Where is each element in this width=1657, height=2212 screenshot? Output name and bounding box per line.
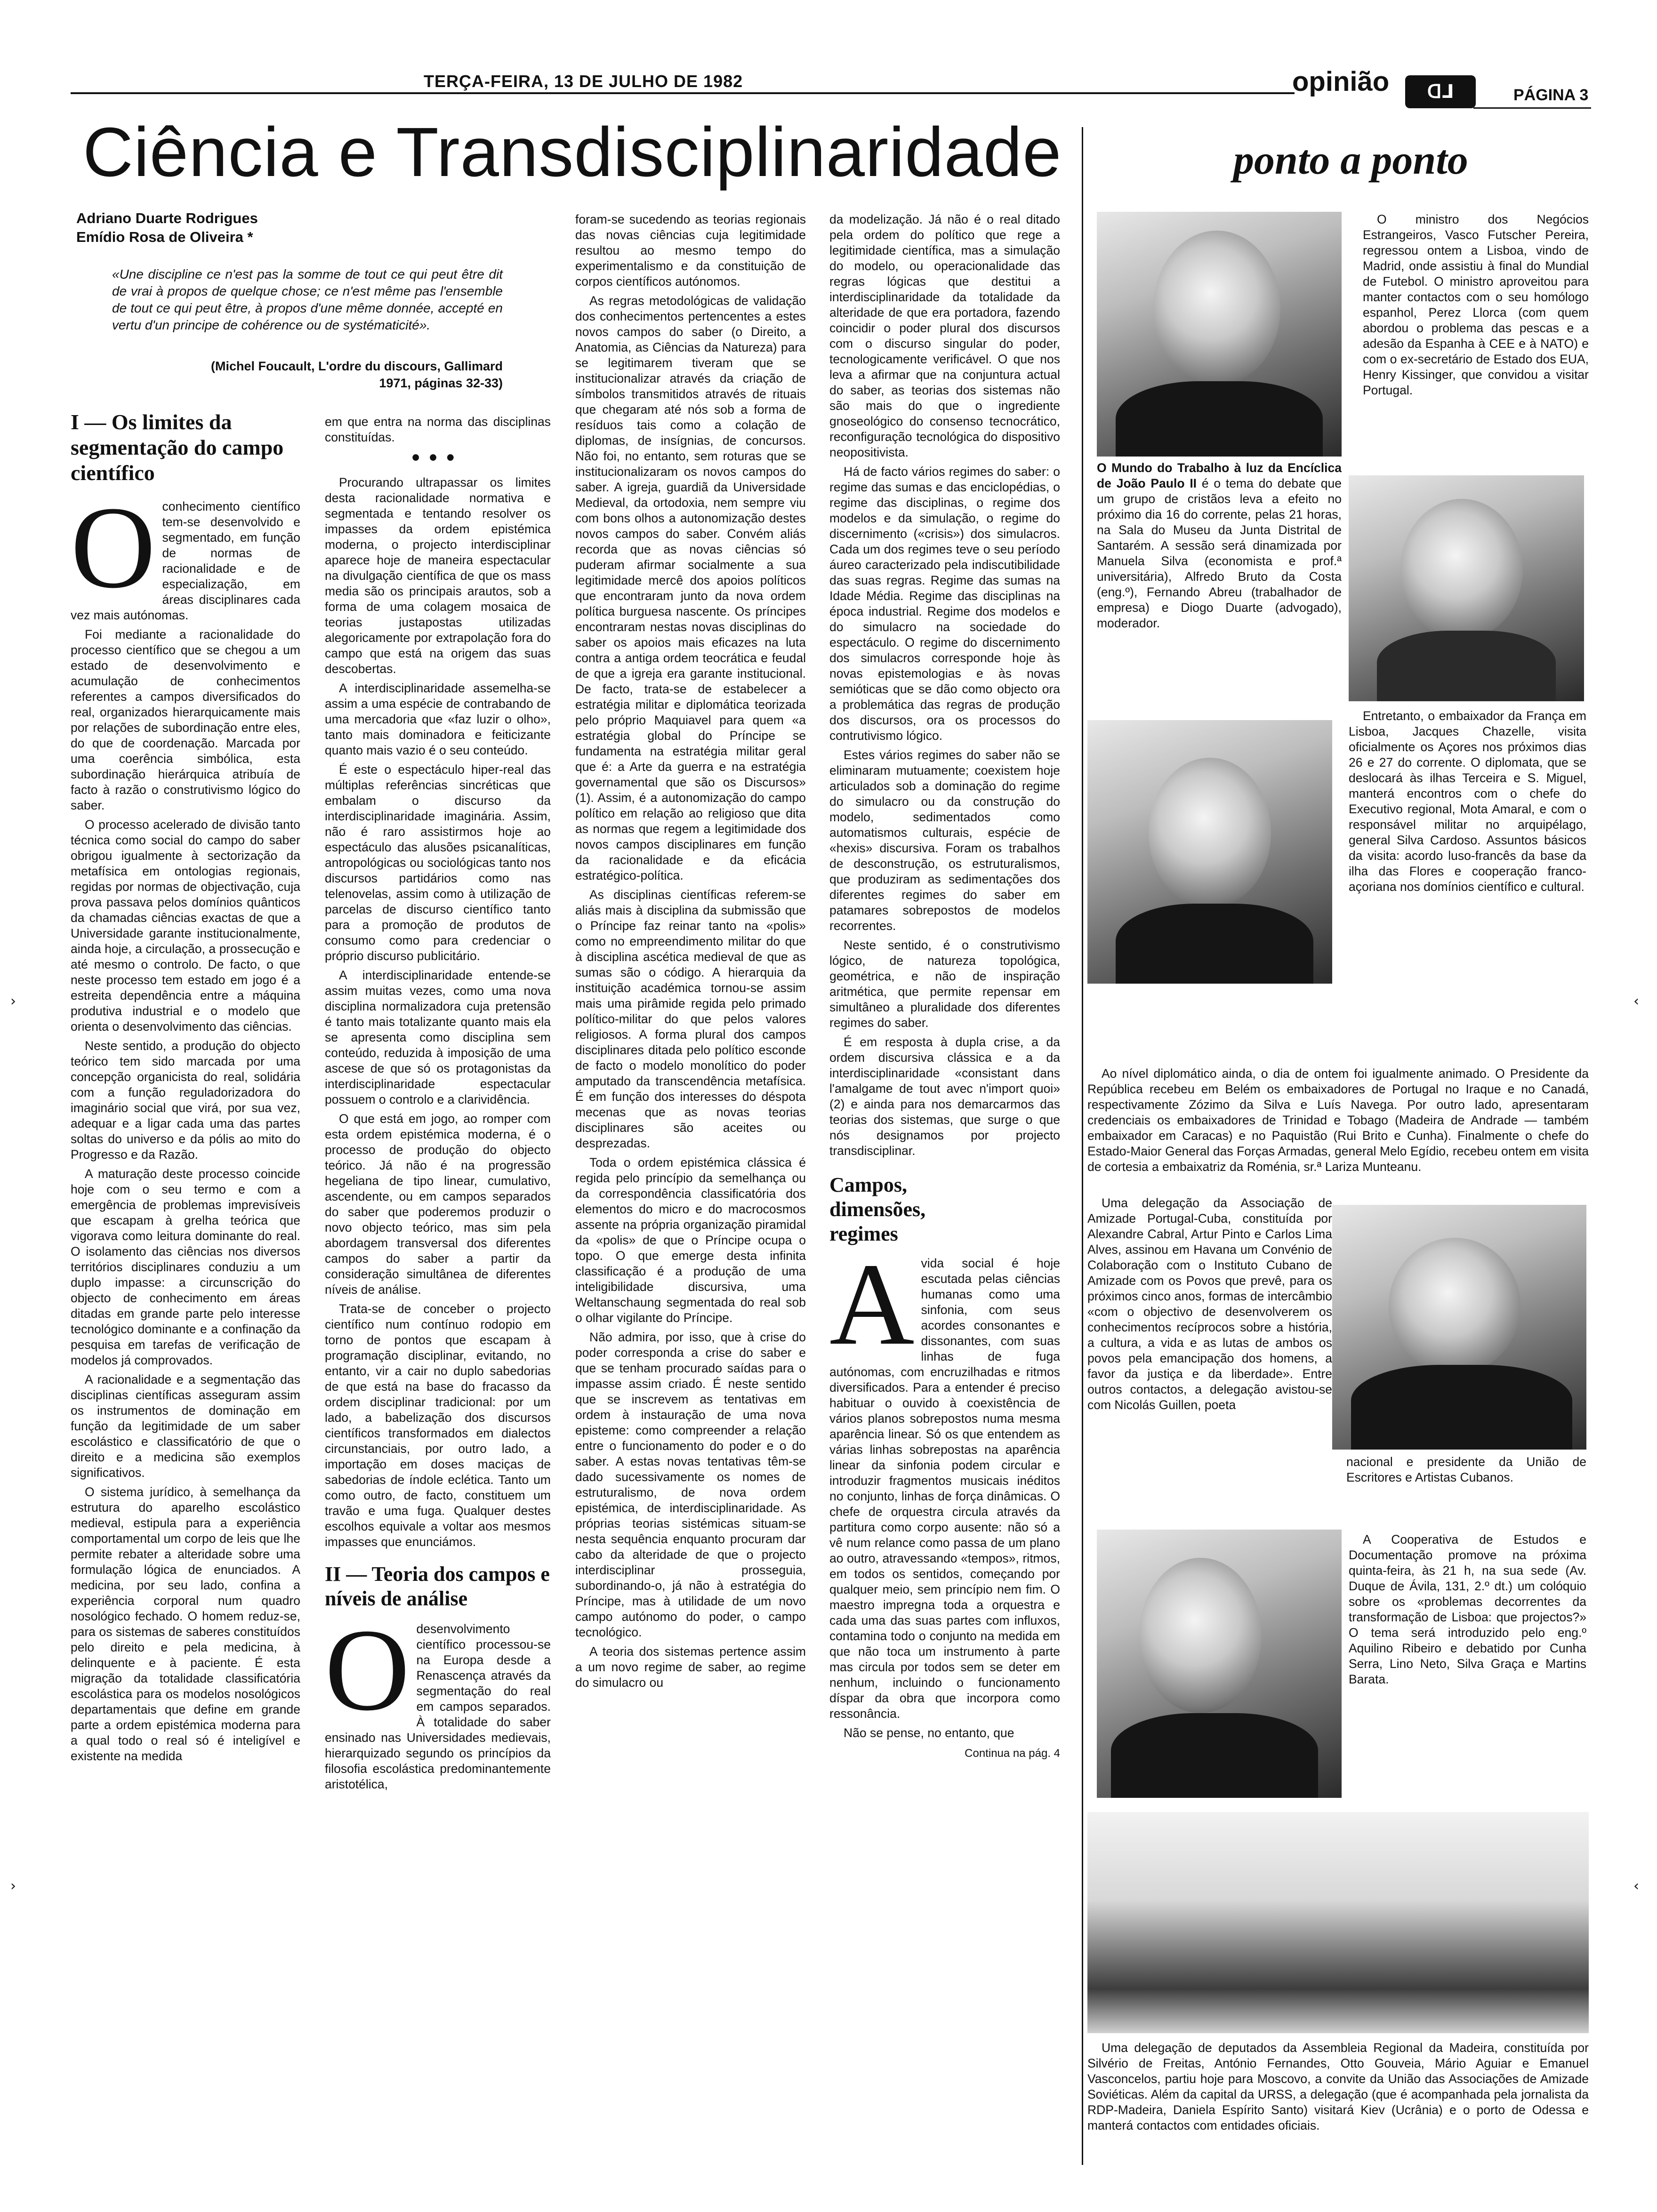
article-column-4 bbox=[829, 212, 1060, 2165]
article-column-3 bbox=[575, 212, 806, 2165]
sidebar-item: O ministro dos Negócios Estrangeiros, Vasco Futscher Pereira, regressou ontem a Lisboa, vindo de Madrid, onde assistiu à final do Mundial de Futebol. O ministro aproveitou para manter contactos com o seu homólogo espanhol, Perez Llorca (com quem abordou o problema das pescas e a adesão da Espanha à CEE e à NATO) e com o ex-secretário de Estado dos EUA, Henry Kissinger, que convidou a visitar Portugal. bbox=[1363, 212, 1589, 397]
sidebar-divider bbox=[1082, 127, 1083, 2165]
author-block bbox=[76, 209, 312, 247]
portrait-face bbox=[1139, 1558, 1262, 1713]
paragraph: desenvolvimento científico processou-se na Europa desde a Renascença através da segmentação do real em campos separados. À totalidade do saber ensinado nas Universidades medievais, hierarquizado segundo os princípios da filosofia escolástica predominantemente aristotélica, bbox=[325, 1622, 551, 1791]
sidebar-item: Uma delegação da Associação de Amizade Portugal-Cuba, constituída por Alexandre Cabral, Artur Pinto e Carlos Lima Alves, assinou em Havana um Convénio de Colaboração com o Instituto Cubano de Amizade com os Povos que prevê, para os próximos cinco anos, formas de intercâmbio «com o objectivo de desenvolverem os conhecimentos recíprocos sobre a história, a cultura, a vida e as lutas de ambos os povos pela emancipação dos homens, a favor da justiça e da liberdade». Entre outros contactos, a delegação avistou-se com Nicolás Guillen, poeta bbox=[1087, 1196, 1332, 1412]
paragraph: As disciplinas científicas referem-se aliás mais à disciplina da submissão que o Príncipe faz reinar tanto na «polis» como no empreendimento militar do que à disciplina ascética medieval de que as sumas são o código. A hierarquia da instituição académica tornou-se assim mais uma pirâmide regida pelo primado político-militar do que pelos valores religiosos. A forma plural dos campos disciplinares ditada pelo político esconde de facto o modelo monolítico do poder amputado da transcendência metafísica. É em função dos interesses do déspota mecenas que as novas teorias disciplinares são aceites ou desprezadas. bbox=[575, 888, 806, 1150]
paragraph: É em resposta à dupla crise, a da ordem discursiva clássica e a da interdisciplinaridade «consistant dans l'amalgame de tout avec n'import quoi» (2) e ainda para nos demarcarmos das teorias dos sistemas, que surge o que nós designamos por projecto transdisciplinar. bbox=[829, 1035, 1060, 1158]
paragraph: A maturação deste processo coincide hoje com o seu termo e com a emergência de problemas imprevisíveis que escapam à grelha teórica que vigorava como leitura dominante do real. O isolamento das ciências nos diversos territórios disciplinares conduziu a um duplo impasse: a circunscrição do objecto de conhecimento em áreas ditadas em grande parte pelo interesse tecnológico dominante e a confinação da pesquisa em tarefas de verificação de modelos já comprovados. bbox=[71, 1167, 300, 1367]
paragraph: da modelização. Já não é o real ditado pela ordem do político que rege a legitimidade científica, mas a simulação do modelo, ou operacionalidade das regras lógicas que destitui a interdisciplinaridade da totalidade da alteridade de que era portadora, fazendo coincidir o poder plural dos discursos com o discurso singular do poder, tecnologicamente verificável. O que nos leva a afirmar que na conjuntura actual do saber, as teorias dos sistemas não são mais do que o ingrediente gnoseológico do consenso tecnocrático, reconfiguração tecnológica do dispositivo neopositivista. bbox=[829, 212, 1060, 459]
paragraph: conhecimento científico tem-se desenvolvido e segmentado, em função de normas de racionalidade e de especialização, em áreas disciplinares cada vez mais autónomas. bbox=[71, 499, 300, 622]
portrait-photo bbox=[1087, 720, 1332, 984]
portrait-suit bbox=[1111, 1713, 1318, 1798]
paragraph: Trata-se de conceber o projecto científico num contínuo rodopio em torno de pontos que escapam à programação disciplinar, evitando, no entanto, vir a cair no duplo sabedorias de que está na base do fracasso da ordem disciplinar tradicional: por um lado, a babelização dos discursos científicos transformados em dialectos circunstanciais, por outro lado, a importação em doses maciças de sabedorias de índole eclética. Tanto um como outro, de facto, constituem um travão e uma fuga. Qualquer destes escolhos equivale a voltar aos mesmos impasses que enunciámos. bbox=[325, 1302, 551, 1549]
landscape-photo bbox=[1087, 1812, 1589, 2033]
sidebar-item bbox=[1097, 460, 1342, 705]
paragraph: Há de facto vários regimes do saber: o regime das sumas e das enciclopédias, o regime das disciplinas, o regime dos modelos e da simulação, o regime do discernimento («crisis») dos simulacros. Cada um dos regimes teve o seu período áureo caracterizado pela indiscutibilidade das suas regras. Regime das sumas na Idade Média. Regime das disciplinas na época industrial. Regime dos modelos e do simulacro na sociedade do espectáculo. O regime do discernimento dos simulacros corresponde hoje às novas epistemologias e às novas semióticas que se dão como objecto ora a problemática das regras de produção dos discursos, ora os processos do contrutivismo lógico. bbox=[829, 465, 1060, 743]
section-title: I — Os limites da segmentação do campo científico bbox=[71, 410, 284, 485]
paragraph: Foi mediante a racionalidade do processo científico que se chegou a um estado de desenvolvimento e acumulação de conhecimentos referentes a campos diversificados do real, organizados hierarquicamente mais por relações de subordinação entre eles, do que de coordenação. Marcada por uma coerência simbólica, esta subordinação hierárquica atribuía de facto à razão o construtivismo lógico do saber. bbox=[71, 627, 300, 812]
section-separator: ••• bbox=[411, 445, 464, 470]
paragraph: O sistema jurídico, à semelhança da estrutura do aparelho escolástico medieval, estipula para a experiência comportamental um corpo de leis que lhe permite rebater a alteridade sobre uma formulação lógica de enunciados. A medicina, por seu lado, confina a experiência corporal num quadro nosológico fechado. O homem reduz-se, para os sistemas de saberes constituídos pelo direito e pela medicina, à delinquente e à paciente. É esta migração da totalidade classificatória escolástica para os modelos nosológicos departamentais que define em grande parte a ordem epistémica moderna para a qual todo o real só é inteligível e existente na medida bbox=[71, 1485, 300, 1763]
sidebar-item: Ao nível diplomático ainda, o dia de ontem foi igualmente animado. O Presidente da República recebeu em Belém os embaixadores de Portugal no Iraque e no Canadá, respectivamente Zózimo da Silva e Luís Navega. Por outro lado, apresentaram credenciais os embaixadores de Trinidad e Tobago (Madeira de Andrade — também embaixador em Caracas) e no Paquistão (Rui Brito e Cunha). Finalmente o chefe do Estado-Maior General das Forças Armadas, general Melo Egídio, recebeu ontem em visita de cortesia a embaixatriz da Roménia, sr.ª Lariza Munteanu. bbox=[1087, 1066, 1589, 1174]
article-headline: Ciência e Transdisciplinaridade bbox=[83, 113, 1062, 191]
portrait-suit bbox=[1351, 1365, 1572, 1450]
newspaper-section-logo-icon bbox=[1405, 75, 1476, 108]
portrait-face bbox=[1153, 231, 1280, 386]
sidebar-item: Uma delegação de deputados da Assembleia Regional da Madeira, constituída por Silvério de Freitas, António Fernandes, Otto Gouveia, Mário Aguiar e Emanuel Vasconcelos, partiu hoje para Moscovo, a convite da União das Associações de Amizade Soviéticas. Além da capital da URSS, a delegação (que é acompanhada pela jornalista da RDP-Madeira, Daniela Espírito Santo) visitará Kiev (Ucrânia) e o porto de Odessa e manterá contactos com entidades oficiais. bbox=[1087, 2041, 1589, 2132]
portrait-photo bbox=[1349, 475, 1584, 701]
paragraph: A teoria dos sistemas pertence assim a um novo regime de saber, ao regime do simulacro ou bbox=[575, 1644, 806, 1690]
portrait-suit bbox=[1116, 381, 1323, 457]
paragraph: vida social é hoje escutada pelas ciências humanas como uma sinfonia, com seus acordes consonantes e dissonantes, com suas linhas de fuga autónomas, com encruzilhadas e ritmos diversificados. Para a entender é preciso habituar o ouvido à coexistência de vários planos sobrepostos numa mesma aparência linear. Só os que entendem as várias linhas sobrepostas na aparência linear da sinfonia podem circular e introduzir fragmentos musicais inéditos no conjunto, linhas de força dinâmicas. O chefe de orquestra circula através da partitura como corpo ausente: não só a vê num relance como passa de um plano ao outro, atravessando «tempos», ritmos, em todos os sentidos, começando por qualquer meio, sem princípio nem fim. O maestro impregna toda a orquestra e cada uma das suas partes com influxos, contamina todo o conjunto na medida em que não toca um instrumento à parte mas circula por todos sem se deter em nenhum, incluindo o funcionamento díspar da obra que incorpora como ressonância. bbox=[829, 1256, 1060, 1721]
drop-cap: O bbox=[71, 499, 156, 613]
paragraph: Neste sentido, é o construtivismo lógico, de natureza topológica, geométrica, e não de inspiração aritmética, que permite repensar em simultâneo a pluralidade dos diferentes regimes do saber. bbox=[829, 938, 1060, 1030]
portrait-face bbox=[1400, 499, 1523, 640]
portrait-suit bbox=[1377, 631, 1556, 701]
paragraph: Estes vários regimes do saber não se eliminaram mutuamente; coexistem hoje articulados sob a dominação do regime do simulacro ou da construção do modelo, sedimentados como automatismos culturais, espécie de «hexis» discursiva. Foram os trabalhos de desconstrução, os estruturalismos, que produziram as sedimentações dos diferentes regimes do saber em patamares sobrepostos de modelos recorrentes. bbox=[829, 748, 1060, 933]
author-name: Adriano Duarte Rodrigues bbox=[76, 210, 258, 226]
paragraph: Neste sentido, a produção do objecto teórico tem sido marcada por uma concepção organicista do real, solidária com a função reguladorizadora do imaginário social que virá, por sua vez, adequar e a ligar cada uma das partes soltas do universo e da pólis ao mito do Progresso e da Razão. bbox=[71, 1039, 300, 1162]
paragraph: Não se pense, no entanto, que bbox=[844, 1726, 1014, 1740]
continued-note: Continua na pág. 4 bbox=[965, 1747, 1060, 1760]
masthead-rule bbox=[71, 92, 1295, 94]
margin-arrow-icon: ‹ bbox=[1633, 1878, 1639, 1894]
sidebar-item-heading: O Mundo do Trabalho à luz da Encíclica de João Paulo II bbox=[1097, 461, 1342, 490]
paragraph: O que está em jogo, ao romper com esta ordem epistémica moderna, é o processo de produção do objecto teórico. Já não é na progressão hegeliana de tipo linear, cumulativo, ascendente, ou em campos separados do saber que poderemos produzir o novo objecto teórico, mas sim pela abordagem transversal dos diferentes campos do saber a partir da consideração simultânea de diferentes níveis de análise. bbox=[325, 1112, 551, 1297]
epigraph-citation: (Michel Foucault, L'ordre du discours, Gallimard 1971, páginas 32-33) bbox=[210, 359, 503, 390]
article-column-2 bbox=[325, 414, 551, 2165]
portrait-photo bbox=[1097, 212, 1342, 457]
sidebar-item-text: é o tema do debate que um grupo de cristãos leva a efeito no próximo dia 16 do corrente, pelas 21 horas, na Sala do Museu da Junta Distrital de Santarém. A sessão será dinamizada por Manuela Silva (economista e prof.ª universitária), Alfredo Bruto da Costa (eng.º), Fernando Abreu (trabalhador de empresa) e Diogo Duarte (advogado), moderador. bbox=[1097, 476, 1342, 630]
author-name: Emídio Rosa de Oliveira * bbox=[76, 229, 253, 245]
margin-arrow-icon: › bbox=[10, 993, 16, 1010]
sidebar-item: nacional e presidente da União de Escritores e Artistas Cubanos. bbox=[1346, 1455, 1586, 1484]
portrait-photo bbox=[1332, 1205, 1586, 1450]
section-title: II — Teoria dos campos e níveis de análise bbox=[325, 1563, 550, 1610]
svg-text:ᗡ⅃: ᗡ⅃ bbox=[1427, 80, 1454, 103]
paragraph: em que entra na norma das disciplinas constituídas. bbox=[325, 415, 551, 444]
paragraph: foram-se sucedendo as teorias regionais das novas ciências cuja legitimidade resultou ao mesmo tempo do experimentalismo e da constituição de corpos científicos autónomos. bbox=[575, 212, 806, 289]
paragraph: Toda o ordem epistémica clássica é regida pelo princípio da semelhança ou da correspondência classificatória dos elementos do micro e do macrocosmos assente na própria organização piramidal da «polis» de que o Príncipe ocupa o topo. O que emerge desta infinita classificação é a produção de uma inteligibilidade discursiva, uma Weltanschaung segmentada do real sob o olhar vigilante do Príncipe. bbox=[575, 1155, 806, 1325]
paragraph: A interdisciplinaridade assemelha-se assim a uma espécie de contrabando de uma mercadoria que «faz luzir o olho», tanto mais dominadora e feiticizante quanto mais vazio é o seu conteúdo. bbox=[325, 681, 551, 757]
margin-arrow-icon: ‹ bbox=[1633, 993, 1639, 1010]
masthead-rule-right bbox=[1473, 107, 1591, 109]
section-title: Campos, dimensões, regimes bbox=[829, 1173, 926, 1245]
paragraph: O processo acelerado de divisão tanto técnica como social do campo do saber obrigou igualmente à sectorização da metafísica em ontologias regionais, regidas por normas de objectivação, cuja prova passava pelos domínios quânticos da chamadas ciências exactas de que a Universidade garante institucionalmente, ainda hoje, a circulação, a prossecução e até mesmo o controlo. De facto, o que neste processo tem estado em jogo é a estreita dependência entre a máquina produtiva industrial e o modelo que orienta o desenvolvimento das ciências. bbox=[71, 817, 300, 1034]
paragraph: A racionalidade e a segmentação das disciplinas científicas asseguram assim os instrumentos de dominação em função da legitimidade de um saber escolástico e classificatório de que o direito e a medicina são exemplos significativos. bbox=[71, 1372, 300, 1480]
portrait-face bbox=[1389, 1238, 1520, 1374]
paragraph: Não admira, por isso, que à crise do poder corresponda a crise do saber e que se tenham procurado saídas para o impasse assim criado. É neste sentido que se inscrevem as tentativas em ordem à instauração de uma nova episteme: como compreender a relação entre o funcionamento do poder e o do saber. A estas novas tentativas têm-se dado sucessivamente os nomes de estruturalismo, de nova ordem epistémica, de interdisciplinaridade. As próprias teorias sistémicas situam-se nesta sequência enquanto procuram dar cabo da alteridade de que o projecto interdisciplinar prosseguia, subordinando-o, já não à estratégia do Príncipe, mas à utilidade de um novo campo autónomo do poder, o campo tecnológico. bbox=[575, 1330, 806, 1639]
margin-arrow-icon: › bbox=[10, 1878, 16, 1894]
paragraph: A interdisciplinaridade entende-se assim muitas vezes, como uma nova disciplina normalizadora cuja pretensão é tanto mais totalizante quanto mais ela se apresenta como disciplina sem conteúdo, reduzida à imposição de uma ascese de que só os protagonistas da interdisciplinaridade espectacular possuem o controlo e a clarividência. bbox=[325, 968, 551, 1106]
sidebar-item: Entretanto, o embaixador da França em Lisboa, Jacques Chazelle, visita oficialmente os Açores nos próximos dias 26 e 27 do corrente. O diplomata, que se deslocará às ilhas Terceira e S. Miguel, manterá encontros com o chefe do Executivo regional, Mota Amaral, e com o responsável militar no arquipélago, general Silva Cardoso. Assuntos básicos da visita: acordo luso-francês da base da ilha das Flores e cooperação franco-açoriana nos domínios científico e cultural. bbox=[1349, 709, 1586, 894]
paragraph: As regras metodológicas de validação dos conhecimentos pertencentes a estes novos campos do saber (o Direito, a Anatomia, as Ciências da Natureza) para se legitimarem tiveram que se institucionalizar através da criação de símbolos transmitidos através de rituais que chegaram até nós sob a forma de resíduos tais como a colação de diplomas, de insígnias, de concursos. Não foi, no entanto, sem roturas que se institucionalizaram os novos campos do saber. A igreja, guardiã da Universidade Medieval, da ortodoxia, nem sempre viu com bons olhos a autonomização destes novos campos do saber. Convém aliás recorda que as novas ciências só puderam afirmar socialmente a sua legitimidade mercê dos apoios políticos que encontraram junto da nova ordem política burguesa nascente. Os príncipes encontraram nestas novas disciplinas do saber os apoios mais eficazes na luta contra a antiga ordem teocrática e feudal de que a igreja era garante institucional. De facto, trata-se de estabelecer a estratégia militar e diplomática teorizada pelo próprio Maquiavel para quem «a estratégia global do Príncipe se fundamenta na estratégia militar geral que é: a Arte da guerra e na estratégia governamental que são os Discursos» (1). Assim, é a autonomização do campo político em relação ao religioso que dita as normas que regem a legitimidade dos novos campos disciplinares em função da racionalidade e da eficácia estratégico-política. bbox=[575, 294, 806, 882]
drop-cap: O bbox=[325, 1605, 410, 1735]
portrait-suit bbox=[1116, 904, 1313, 984]
article-column-1 bbox=[71, 499, 300, 2165]
page-number: PÁGINA 3 bbox=[1513, 86, 1589, 104]
paragraph: Procurando ultrapassar os limites desta racionalidade normativa e segmentada e tentando resolver os impasses da ordem epistémica moderna, o projecto interdisciplinar aparece hoje de maneira espectacular na divulgação científica de que os mass media são os principais arautos, sob a forma de uma colagem mosaica de teorias justapostas utilizadas alegoricamente por extrapolação fora do campo que está na origem das suas descobertas. bbox=[325, 475, 551, 676]
epigraph: «Une discipline ce n'est pas la somme de tout ce qui peut être dit de vrai à propos de quelque chose; ce n'est même pas l'ensemble de tout ce qui peut être, à propos d'une même donnée, accepté en vertu d'un principe de cohérence ou de systématicité». bbox=[112, 267, 503, 332]
sidebar-title: ponto a ponto bbox=[1233, 137, 1468, 183]
portrait-face bbox=[1149, 758, 1271, 908]
sidebar-item: A Cooperativa de Estudos e Documentação promove na próxima quinta-feira, às 21 h, na sua sede (Av. Duque de Ávila, 131, 2.º dt.) um colóquio sobre os «problemas decorrentes da transformação de Lisboa: que projectos?» O tema será introduzido pelo eng.º Aquilino Ribeiro e debatido por Cunha Serra, Lino Neto, Silva Graça e Martins Barata. bbox=[1349, 1532, 1586, 1686]
page-date: TERÇA-FEIRA, 13 DE JULHO DE 1982 bbox=[424, 72, 743, 91]
section-name: opinião bbox=[1292, 66, 1390, 97]
portrait-photo bbox=[1097, 1530, 1342, 1798]
drop-cap: A bbox=[829, 1239, 915, 1370]
paragraph: É este o espectáculo hiper-real das múltiplas referências sincréticas que embalam o discurso da interdisciplinaridade imaginária. Assim, não é raro assistirmos hoje ao espectáculo das alusões psicanalíticas, antropológicas ou sociológicas tanto nos discursos partidários como nas telenovelas, assim como à utilização de parcelas de discurso científico tanto para a promoção de produtos de consumo como para credenciar o próprio discurso publicitário. bbox=[325, 762, 551, 963]
